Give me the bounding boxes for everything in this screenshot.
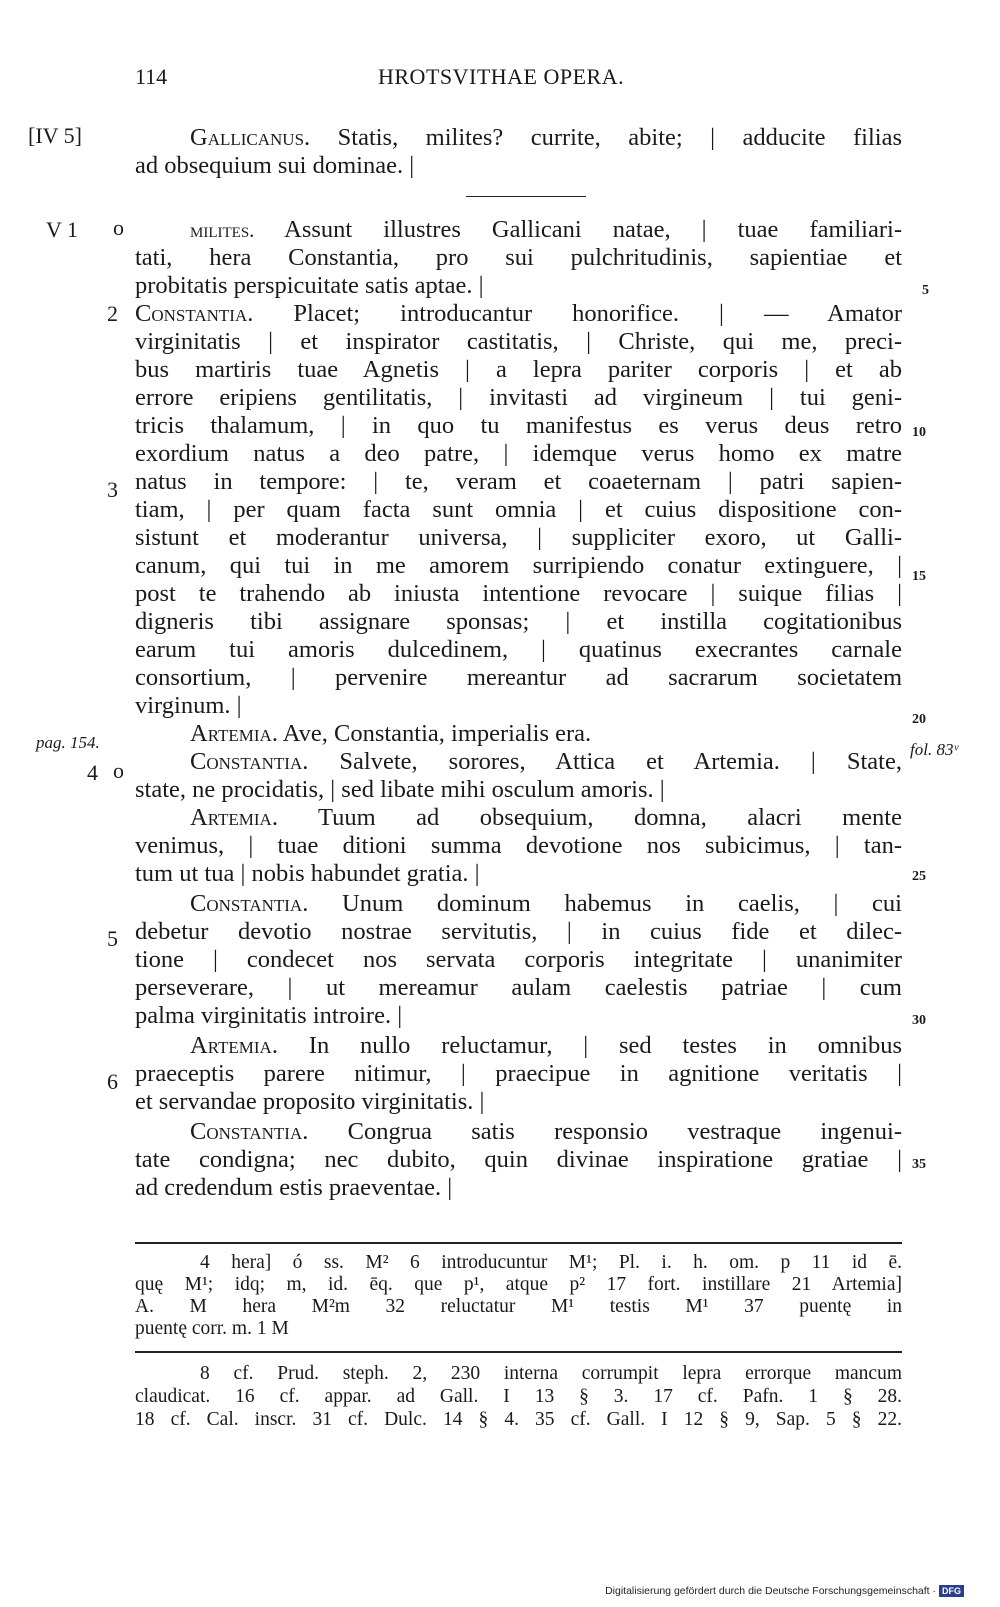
margin-paragraph-2: 2 xyxy=(107,301,118,326)
speech-line xyxy=(135,804,902,832)
footnote-divider xyxy=(135,1242,902,1244)
text-line xyxy=(135,1060,902,1088)
line-text: tati, hera Constantia, pro sui pulchritudinis, sapientiae et xyxy=(135,244,902,271)
running-title: HROTSVITHAE OPERA. xyxy=(378,64,625,89)
line-text: errore eripiens gentilitatis, | invitasti ad virgineum | tui geni- xyxy=(135,384,902,411)
text-line xyxy=(135,608,902,636)
text-line xyxy=(135,664,902,692)
speech-line xyxy=(135,890,902,918)
line-text: earum tui amoris dulcedinem, | quatinus execrantes carnale xyxy=(135,636,902,663)
text-line xyxy=(135,440,902,468)
scene-divider xyxy=(466,196,586,197)
source-line: claudicat. 16 cf. appar. ad Gall. I 13 § 3. 17 cf. Pafn. 1 § 28. xyxy=(135,1386,902,1407)
line-text: bus martiris tuae Agnetis | a lepra pariter corporis | et ab xyxy=(135,356,902,383)
speaker-name: milites. xyxy=(190,218,255,242)
margin-section-iv5: [IV 5] xyxy=(28,123,82,148)
text-line xyxy=(135,1146,902,1174)
speaker-name: Constantia. xyxy=(190,1118,309,1145)
apparatus-divider xyxy=(135,1351,902,1353)
line-text: virginitatis | et inspirator castitatis, | Christe, qui me, preci- xyxy=(135,328,902,355)
page-number: 114 xyxy=(135,64,168,89)
text-line xyxy=(135,524,902,552)
speaker-name: Artemia. xyxy=(190,1032,278,1059)
line-text: ad credendum estis praeventae. | xyxy=(135,1174,453,1201)
line-text: debetur devotio nostrae servitutis, | in cuius fide et dilec- xyxy=(135,918,902,945)
line-text: Congrua satis responsio vestraque ingenui- xyxy=(308,1118,902,1145)
margin-paragraph-3: 3 xyxy=(107,477,118,502)
line-number: 15 xyxy=(912,569,926,584)
text-line xyxy=(135,412,902,440)
line-text: Assunt illustres Gallicani natae, | tuae familiari- xyxy=(254,216,902,243)
text-line xyxy=(135,974,902,1002)
speech-line xyxy=(135,300,902,328)
apparatus-line: 4 hera] ó ss. M² 6 introducuntur M¹; Pl. i. h. om. p 11 id ē. xyxy=(200,1252,902,1273)
text-line xyxy=(135,496,902,524)
text-line xyxy=(135,946,902,974)
source-line: 18 cf. Cal. inscr. 31 cf. Dulc. 14 § 4. 35 cf. Gall. I 12 § 9, Sap. 5 § 22. xyxy=(135,1409,902,1430)
margin-paragraph-4: 4 xyxy=(87,760,98,785)
line-text: et servandae proposito virginitatis. | xyxy=(135,1088,485,1115)
speech-line xyxy=(135,748,902,776)
text-line xyxy=(135,328,902,356)
line-text: tate condigna; nec dubito, quin divinae inspiratione gratiae | xyxy=(135,1146,902,1173)
text-line xyxy=(135,918,902,946)
line-text: digneris tibi assignare sponsas; | et instilla cogitationibus xyxy=(135,608,902,635)
margin-paragraph-5: 5 xyxy=(107,926,118,951)
line-number: 10 xyxy=(912,425,926,440)
text-line xyxy=(135,832,902,860)
margin-paragraph-6: 6 xyxy=(107,1069,118,1094)
speaker-name: Constantia. xyxy=(190,748,309,775)
text-line xyxy=(135,272,902,300)
line-text: Unum dominum habemus in caelis, | cui xyxy=(308,890,902,917)
line-number: 5 xyxy=(922,283,929,298)
text-line xyxy=(135,244,902,272)
text-line xyxy=(135,152,902,180)
margin-section-v1: V 1 xyxy=(46,217,78,242)
line-text: praeceptis parere nitimur, | praecipue in agnitione veritatis | xyxy=(135,1060,902,1087)
line-text: perseverare, | ut mereamur aulam caelestis patriae | cum xyxy=(135,974,902,1001)
text-line xyxy=(135,776,902,804)
line-text: virginum. | xyxy=(135,692,242,719)
credit-text: Digitalisierung gefördert durch die Deutsche Forschungsgemeinschaft · xyxy=(605,1585,936,1597)
dfg-logo: DFG xyxy=(939,1585,964,1597)
line-text: post te trahendo ab iniusta intentione revocare | suique filias | xyxy=(135,580,902,607)
speaker-name: Constantia. xyxy=(135,300,254,327)
line-number: 25 xyxy=(912,869,926,884)
text-line xyxy=(135,1174,902,1202)
speaker-name: Artemia. xyxy=(190,804,278,831)
text-line xyxy=(135,1002,902,1030)
speech-line xyxy=(135,1032,902,1060)
speaker-name: Constantia. xyxy=(190,890,309,917)
apparatus-line: quę M¹; idq; m, id. ēq. que p¹, atque p² 17 fort. instillare 21 Artemia] xyxy=(135,1274,902,1295)
margin-circle-marker: o xyxy=(113,215,124,240)
line-text: tiam, | per quam facta sunt omnia | et cuius dispositione con- xyxy=(135,496,902,523)
line-text: state, ne procidatis, | sed libate mihi osculum amoris. | xyxy=(135,776,665,803)
text-line xyxy=(135,1088,902,1116)
speaker-name: Gallicanus. xyxy=(190,124,311,151)
line-text: ad obsequium sui dominae. | xyxy=(135,152,415,179)
margin-folio-ref: fol. 83ᵛ xyxy=(910,740,959,759)
source-line: 8 cf. Prud. steph. 2, 230 interna corrumpit lepra errorque mancum xyxy=(200,1363,902,1384)
line-number: 20 xyxy=(912,712,926,727)
line-text: consortium, | pervenire mereantur ad sacrarum societatem xyxy=(135,664,902,691)
line-text: venimus, | tuae ditioni summa devotione nos subicimus, | tan- xyxy=(135,832,902,859)
apparatus-line: puentę corr. m. 1 M xyxy=(135,1318,289,1339)
line-text: exordium natus a deo patre, | idemque verus homo ex matre xyxy=(135,440,902,467)
speech-line xyxy=(135,216,902,244)
text-line xyxy=(135,692,902,720)
line-text: Statis, milites? currite, abite; | adducite filias xyxy=(310,124,902,151)
text-line xyxy=(135,636,902,664)
speech-line xyxy=(135,720,902,748)
digitization-credit xyxy=(605,1585,964,1597)
line-text: sistunt et moderantur universa, | suppliciter exoro, ut Galli- xyxy=(135,524,902,551)
line-text: Salvete, sorores, Attica et Artemia. | State, xyxy=(308,748,902,775)
line-text: natus in tempore: | te, veram et coaeternam | patri sapien- xyxy=(135,468,902,495)
text-line xyxy=(135,552,902,580)
margin-circle-marker: o xyxy=(113,758,124,783)
line-number: 35 xyxy=(912,1157,926,1172)
line-text: canum, qui tui in me amorem surripiendo conatur extinguere, | xyxy=(135,552,902,579)
text-line xyxy=(135,580,902,608)
line-text: Tuum ad obsequium, domna, alacri mente xyxy=(277,804,902,831)
text-line xyxy=(135,356,902,384)
text-line xyxy=(135,860,902,888)
speech-line xyxy=(135,1118,902,1146)
line-text: In nullo reluctamur, | sed testes in omnibus xyxy=(277,1032,902,1059)
line-text: tricis thalamum, | in quo tu manifestus es verus deus retro xyxy=(135,412,902,439)
line-text: tum ut tua | nobis habundet gratia. | xyxy=(135,860,480,887)
speaker-name: Artemia. xyxy=(190,720,278,747)
line-text: Ave, Constantia, imperialis era. xyxy=(277,720,592,747)
speech-line xyxy=(135,124,902,152)
margin-page-ref: pag. 154. xyxy=(36,733,100,752)
text-line xyxy=(135,468,902,496)
apparatus-line: A. M hera M²m 32 reluctatur M¹ testis M¹ 37 puentę in xyxy=(135,1296,902,1317)
line-number: 30 xyxy=(912,1013,926,1028)
line-text: Placet; introducantur honorifice. | — Amator xyxy=(253,300,902,327)
line-text: tione | condecet nos servata corporis integritate | unanimiter xyxy=(135,946,902,973)
text-line xyxy=(135,384,902,412)
line-text: probitatis perspicuitate satis aptae. | xyxy=(135,272,484,299)
line-text: palma virginitatis introire. | xyxy=(135,1002,403,1029)
